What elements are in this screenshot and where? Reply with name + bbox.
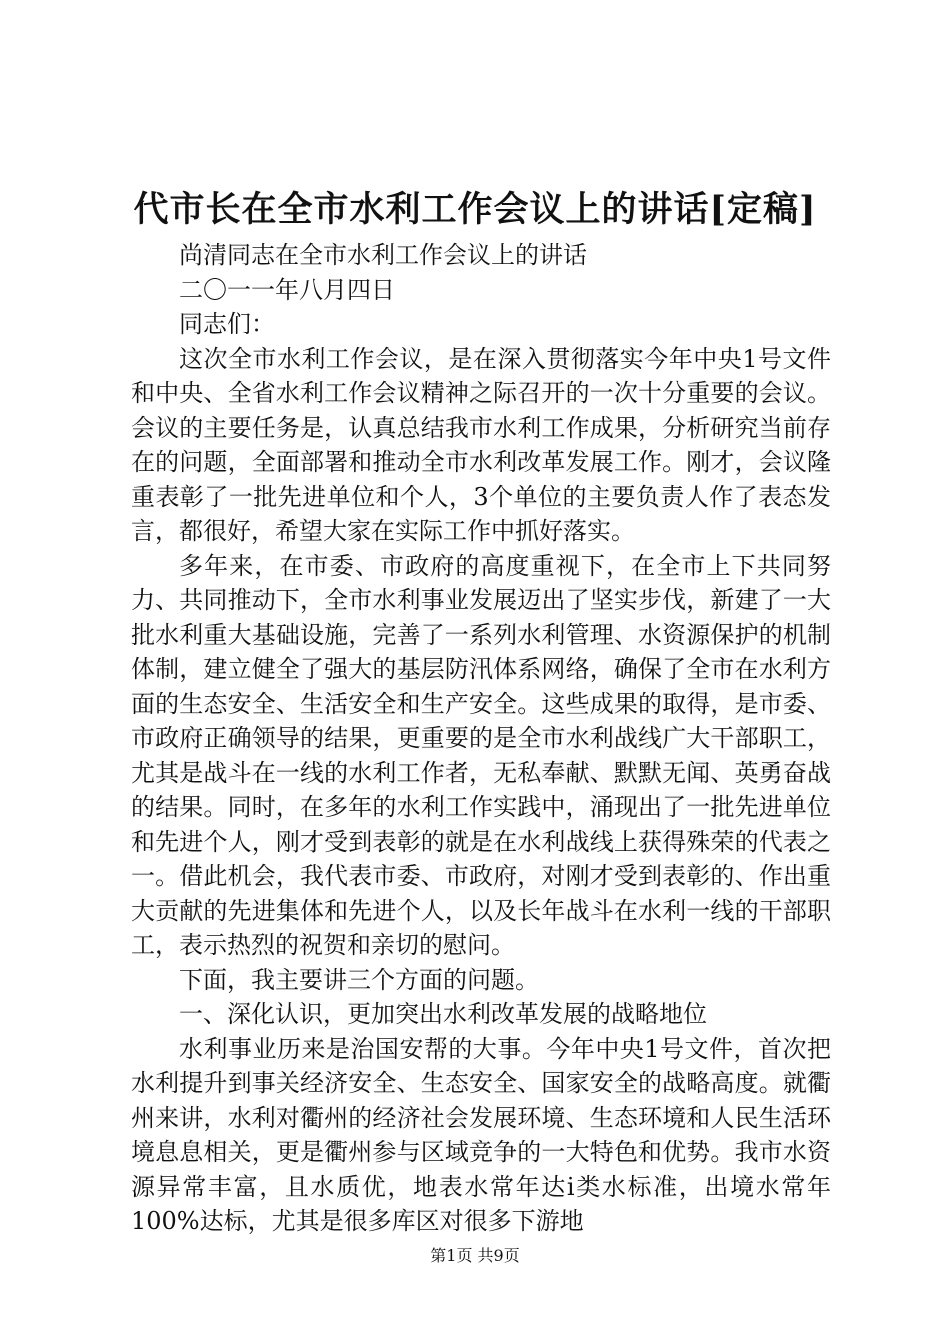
date-line: 二〇一一年八月四日: [179, 275, 395, 304]
section-heading: 一、深化认识，更加突出水利改革发展的战略地位: [179, 1000, 707, 1028]
speaker-line: 尚清同志在全市水利工作会议上的讲话: [179, 241, 587, 269]
body-paragraph: 下面，我主要讲三个方面的问题。: [179, 965, 539, 994]
document-title: 代市长在全市水利工作会议上的讲话[定稿]: [133, 189, 817, 230]
body-paragraph: 水利事业历来是治国安帮的大事。今年中央1号文件，首次把水利提升到事关经济安全、生态安全、国家安全的战略高度。就衢州来讲，水利对衢州的经济社会发展环境、生态环境和人民生活环境息息相关，更是衢州参与区域竞争的一大特色和优势。我市水资源异常丰富，且水质优，地表水常年达ⅰ类水标准，出境水常年100%达标，尤其是很多库区对很多下游地: [131, 1034, 831, 1235]
document-body: [131, 238, 831, 1239]
salutation: 同志们：: [179, 310, 275, 338]
page-number: 第1页 共9页: [430, 1246, 520, 1265]
body-paragraph: 这次全市水利工作会议，是在深入贯彻落实今年中央1号文件和中央、全省水利工作会议精神之际召开的一次十分重要的会议。会议的主要任务是，认真总结我市水利工作成果，分析研究当前存在的问题，全面部署和推动全市水利改革发展工作。刚才，会议隆重表彰了一批先进单位和个人，3个单位的主要负责人作了表态发言，都很好，希望大家在实际工作中抓好落实。: [131, 344, 831, 545]
body-paragraph: 多年来，在市委、市政府的高度重视下，在全市上下共同努力、共同推动下，全市水利事业发展迈出了坚实步伐，新建了一大批水利重大基础设施，完善了一系列水利管理、水资源保护的机制体制，建立健全了强大的基层防汛体系网络，确保了全市在水利方面的生态安全、生活安全和生产安全。这些成果的取得，是市委、市政府正确领导的结果，更重要的是全市水利战线广大干部职工，尤其是战斗在一线的水利工作者，无私奉献、默默无闻、英勇奋战的结果。同时，在多年的水利工作实践中，涌现出了一批先进单位和先进个人，刚才受到表彰的就是在水利战线上获得殊荣的代表之一。借此机会，我代表市委、市政府，对刚才受到表彰的、作出重大贡献的先进集体和先进个人，以及长年战斗在水利一线的干部职工，表示热烈的祝贺和亲切的慰问。: [131, 551, 831, 959]
